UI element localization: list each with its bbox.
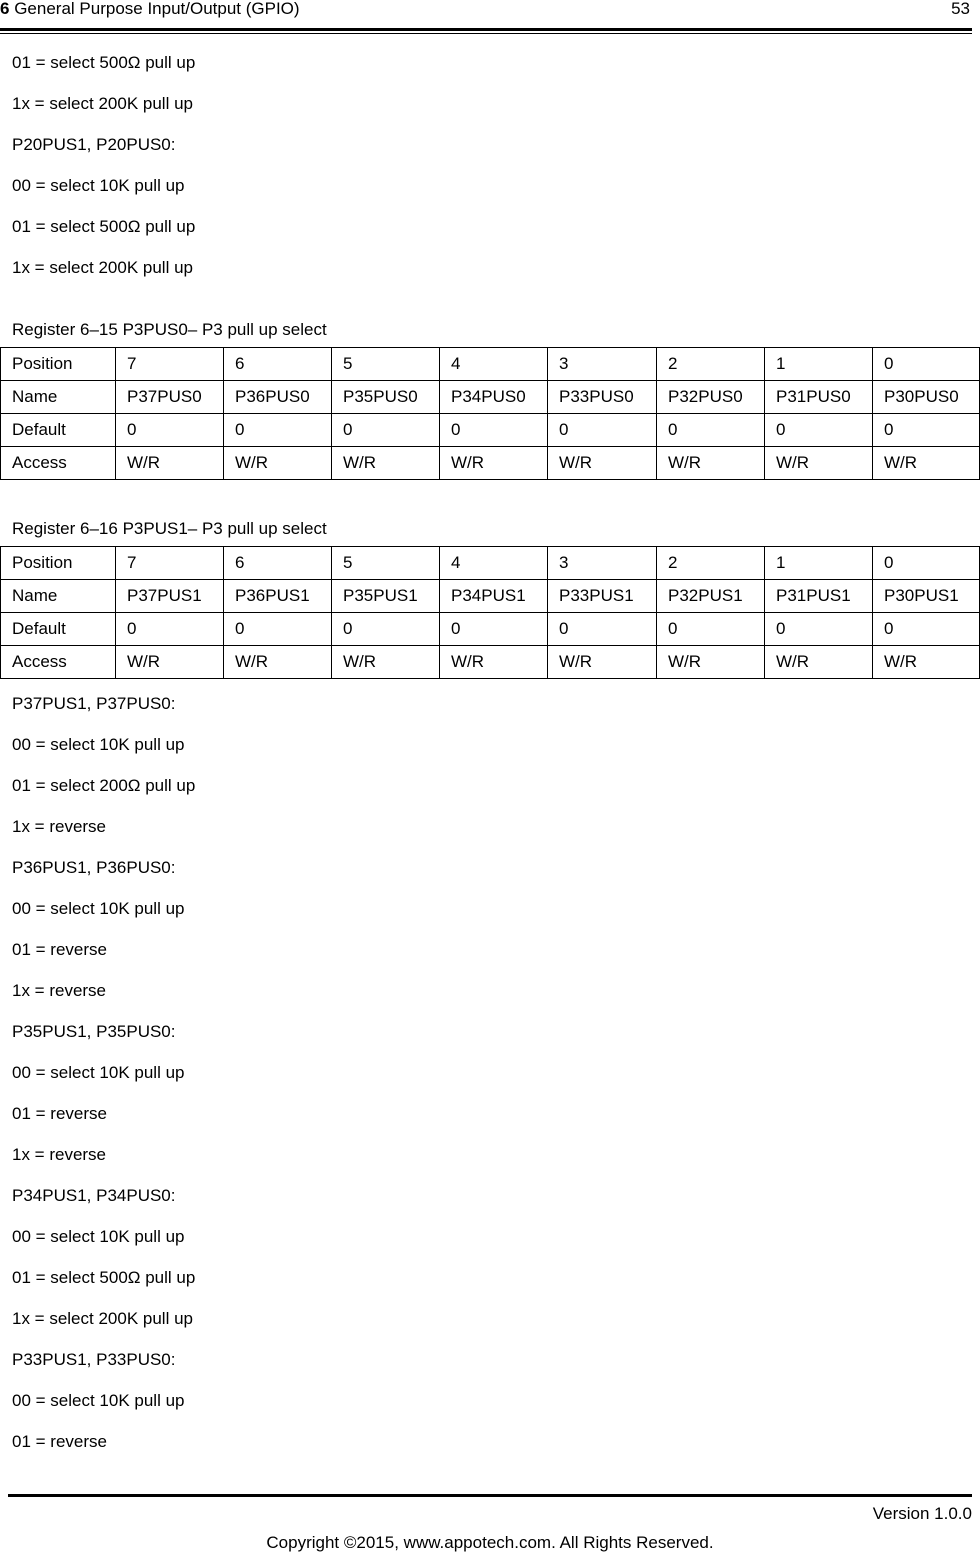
table-cell: Position — [1, 348, 116, 381]
chapter-title: General Purpose Input/Output (GPIO) — [14, 0, 300, 18]
text-line: P35PUS1, P35PUS0: — [12, 1022, 176, 1041]
table-cell: 0 — [224, 414, 332, 447]
text-line: 00 = select 10K pull up — [12, 1063, 185, 1082]
text-line: 00 = select 10K pull up — [12, 735, 185, 754]
text-line: P20PUS1, P20PUS0: — [12, 135, 176, 154]
table-cell: W/R — [657, 447, 765, 480]
table-cell: W/R — [116, 447, 224, 480]
table-row — [1, 447, 980, 480]
table-cell: W/R — [873, 646, 980, 679]
table-cell: 6 — [224, 348, 332, 381]
table-cell: 1 — [765, 348, 873, 381]
table-cell: W/R — [765, 646, 873, 679]
page-header — [0, 0, 972, 24]
table-cell: 4 — [440, 547, 548, 580]
table-cell: 3 — [548, 348, 657, 381]
header-rule — [0, 28, 972, 31]
table-cell: 0 — [332, 414, 440, 447]
table-cell: P34PUS0 — [440, 381, 548, 414]
table-cell: P30PUS0 — [873, 381, 980, 414]
table-cell: Position — [1, 547, 116, 580]
table-cell: P35PUS0 — [332, 381, 440, 414]
text-line: 01 = reverse — [12, 1432, 107, 1451]
table-cell: 3 — [548, 547, 657, 580]
table-cell: W/R — [440, 646, 548, 679]
text-line: 1x = select 200K pull up — [12, 258, 193, 277]
table-row — [1, 348, 980, 381]
table-cell: P36PUS1 — [224, 580, 332, 613]
table-cell: 0 — [765, 613, 873, 646]
table-cell: W/R — [548, 646, 657, 679]
text-line: 1x = select 200K pull up — [12, 94, 193, 113]
chapter-number: 6 — [0, 0, 10, 18]
table-cell: P30PUS1 — [873, 580, 980, 613]
table-cell: 1 — [765, 547, 873, 580]
table-cell: Name — [1, 580, 116, 613]
register-16-caption: Register 6–16 P3PUS1– P3 pull up select — [12, 519, 327, 538]
text-line: 01 = select 500Ω pull up — [12, 217, 196, 236]
table-cell: P33PUS1 — [548, 580, 657, 613]
text-line: 1x = select 200K pull up — [12, 1309, 193, 1328]
table-cell: W/R — [332, 447, 440, 480]
table-cell: W/R — [765, 447, 873, 480]
chapter-heading — [0, 0, 300, 18]
table-cell: W/R — [657, 646, 765, 679]
header-rule-thin — [0, 33, 972, 34]
table-cell: P36PUS0 — [224, 381, 332, 414]
table-cell: 0 — [873, 348, 980, 381]
version-label: Version 1.0.0 — [872, 1504, 972, 1523]
register-16-table — [0, 546, 980, 679]
text-line: 00 = select 10K pull up — [12, 176, 185, 195]
table-row — [1, 646, 980, 679]
table-cell: 0 — [548, 613, 657, 646]
table-cell: 0 — [873, 547, 980, 580]
text-line: 00 = select 10K pull up — [12, 1227, 185, 1246]
text-line: P33PUS1, P33PUS0: — [12, 1350, 176, 1369]
table-cell: 0 — [873, 613, 980, 646]
table-cell: 7 — [116, 547, 224, 580]
table-cell: 5 — [332, 348, 440, 381]
table-cell: Access — [1, 646, 116, 679]
table-cell: 0 — [440, 613, 548, 646]
table-cell: 0 — [765, 414, 873, 447]
table-cell: 5 — [332, 547, 440, 580]
page-number: 53 — [951, 0, 970, 18]
table-cell: 0 — [873, 414, 980, 447]
table-cell: P34PUS1 — [440, 580, 548, 613]
table-row — [1, 613, 980, 646]
table-cell: W/R — [332, 646, 440, 679]
table-cell: 0 — [116, 613, 224, 646]
text-line: P34PUS1, P34PUS0: — [12, 1186, 176, 1205]
table-cell: 0 — [116, 414, 224, 447]
table-cell: P31PUS1 — [765, 580, 873, 613]
table-cell: Default — [1, 613, 116, 646]
copyright-notice: Copyright ©2015, www.appotech.com. All Rights Reserved. — [266, 1533, 714, 1552]
table-cell: 0 — [224, 613, 332, 646]
register-15-table — [0, 347, 980, 480]
table-row — [1, 414, 980, 447]
table-cell: 6 — [224, 547, 332, 580]
table-cell: 0 — [332, 613, 440, 646]
table-cell: 0 — [548, 414, 657, 447]
table-row — [1, 580, 980, 613]
text-line: 00 = select 10K pull up — [12, 899, 185, 918]
table-cell: W/R — [440, 447, 548, 480]
description-text-block — [12, 694, 195, 1473]
table-cell: Name — [1, 381, 116, 414]
table-cell: Default — [1, 414, 116, 447]
text-line: P36PUS1, P36PUS0: — [12, 858, 176, 877]
table-cell: P35PUS1 — [332, 580, 440, 613]
table-cell: P32PUS0 — [657, 381, 765, 414]
table-cell: 0 — [657, 414, 765, 447]
table-cell: W/R — [224, 646, 332, 679]
table-cell: 0 — [657, 613, 765, 646]
text-line: P37PUS1, P37PUS0: — [12, 694, 176, 713]
text-line: 1x = reverse — [12, 1145, 107, 1164]
table-cell: Access — [1, 447, 116, 480]
table-cell: 4 — [440, 348, 548, 381]
table-cell: W/R — [224, 447, 332, 480]
table-cell: P33PUS0 — [548, 381, 657, 414]
text-line: 01 = select 500Ω pull up — [12, 1268, 196, 1287]
table-row — [1, 547, 980, 580]
table-cell: P37PUS1 — [116, 580, 224, 613]
table-cell: 7 — [116, 348, 224, 381]
text-line: 01 = select 200Ω pull up — [12, 776, 196, 795]
table-cell: 2 — [657, 547, 765, 580]
table-cell: W/R — [873, 447, 980, 480]
text-line: 1x = reverse — [12, 817, 107, 836]
text-line: 01 = reverse — [12, 1104, 107, 1123]
intro-text-block — [12, 53, 195, 299]
table-cell: P31PUS0 — [765, 381, 873, 414]
register-15-caption: Register 6–15 P3PUS0– P3 pull up select — [12, 320, 327, 339]
table-cell: W/R — [548, 447, 657, 480]
text-line: 01 = reverse — [12, 940, 107, 959]
table-row — [1, 381, 980, 414]
text-line: 01 = select 500Ω pull up — [12, 53, 196, 72]
footer-rule — [8, 1494, 972, 1497]
table-cell: P37PUS0 — [116, 381, 224, 414]
table-cell: P32PUS1 — [657, 580, 765, 613]
table-cell: W/R — [116, 646, 224, 679]
text-line: 00 = select 10K pull up — [12, 1391, 185, 1410]
text-line: 1x = reverse — [12, 981, 107, 1000]
table-cell: 2 — [657, 348, 765, 381]
table-cell: 0 — [440, 414, 548, 447]
